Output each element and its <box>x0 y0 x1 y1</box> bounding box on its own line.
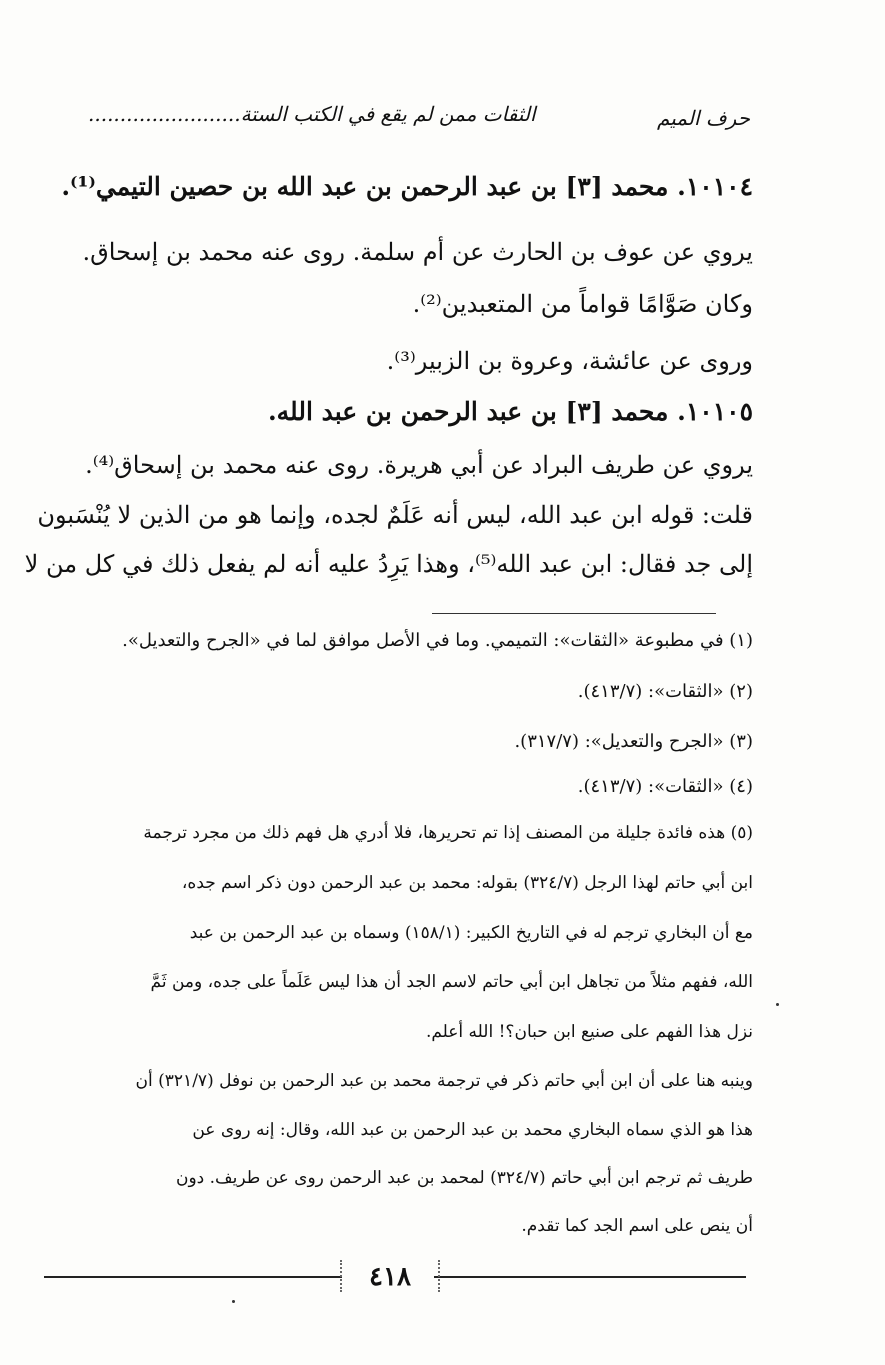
footnote-2: (٢) «الثقات»: (٤١٣/٧). <box>577 681 753 702</box>
footnote-5-line: مع أن البخاري ترجم له في التاريخ الكبير: (١٥٨/١) وسماه بن عبد الرحمن بن عبد <box>189 923 753 943</box>
footnote-3: (٣) «الجرح والتعديل»: (٣١٧/٧). <box>514 731 753 752</box>
running-header <box>88 100 750 140</box>
footnote-4: (٤) «الثقات»: (٤١٣/٧). <box>577 776 753 797</box>
header-section: حرف الميم <box>656 106 750 130</box>
footnote-5-line: هذا هو الذي سماه البخاري محمد بن عبد الرحمن بن عبد الله، وقال: إنه روى عن <box>192 1120 753 1140</box>
footnote-5-line: نزل هذا الفهم على صنيع ابن حبان؟! الله أعلم. <box>425 1022 753 1042</box>
body-line: قلت: قوله ابن عبد الله، ليس أنه عَلَمٌ لجده، وإنما هو من الذين لا يُنْسَبون <box>37 501 753 529</box>
body-line: وكان صَوَّامًا قواماً من المتعبدين⁽²⁾. <box>412 290 753 318</box>
body-line: يروي عن عوف بن الحارث عن أم سلمة. روى عنه محمد بن إسحاق. <box>82 238 753 266</box>
footnote-5-line: وينبه هنا على أن ابن أبي حاتم ذكر في ترجمة محمد بن عبد الرحمن بن نوفل (٣٢١/٧) أن <box>135 1071 753 1091</box>
entry-heading-10104: ١٠١٠٤. محمد [٣] بن عبد الرحمن بن عبد الله بن حصين التيمي⁽¹⁾. <box>61 172 753 201</box>
scan-speck <box>232 1300 235 1303</box>
scan-speck <box>776 1003 779 1006</box>
footnote-5-line: الله، ففهم مثلاً من تجاهل ابن أبي حاتم لاسم الجد أن هذا ليس عَلَماً على جده، ومن ثَمَّ <box>150 972 753 992</box>
footnote-5-line: أن ينص على اسم الجد كما تقدم. <box>521 1216 753 1236</box>
bottom-rule-right <box>434 1276 746 1278</box>
footnote-5-line: طريف ثم ترجم ابن أبي حاتم (٣٢٤/٧) لمحمد بن عبد الرحمن روى عن طريف. دون <box>175 1168 753 1188</box>
body-line: يروي عن طريف البراد عن أبي هريرة. روى عنه محمد بن إسحاق⁽⁴⁾. <box>85 451 753 479</box>
footnote-separator <box>432 613 716 614</box>
header-title: الثقات ممن لم يقع في الكتب الستة........................ <box>88 102 536 126</box>
entry-heading-10105: ١٠١٠٥. محمد [٣] بن عبد الرحمن بن عبد الله. <box>267 397 753 426</box>
footnote-5-line: (٥) هذه فائدة جليلة من المصنف إذا تم تحريرها، فلا أدري هل فهم ذلك من مجرد ترجمة <box>143 823 753 843</box>
page-number: ٤١٨ <box>369 1262 411 1292</box>
footnote-5-line: ابن أبي حاتم لهذا الرجل (٣٢٤/٧) بقوله: محمد بن عبد الرحمن دون ذكر اسم جده، <box>181 873 753 893</box>
bottom-rule-left <box>44 1276 342 1278</box>
body-line: وروى عن عائشة، وعروة بن الزبير⁽³⁾. <box>386 347 753 375</box>
body-line: إلى جد فقال: ابن عبد الله⁽⁵⁾، وهذا يَرِدُ عليه أنه لم يفعل ذلك في كل من لا <box>24 550 753 578</box>
footnote-1: (١) في مطبوعة «الثقات»: التميمي. وما في الأصل موافق لما في «الجرح والتعديل». <box>122 630 753 651</box>
